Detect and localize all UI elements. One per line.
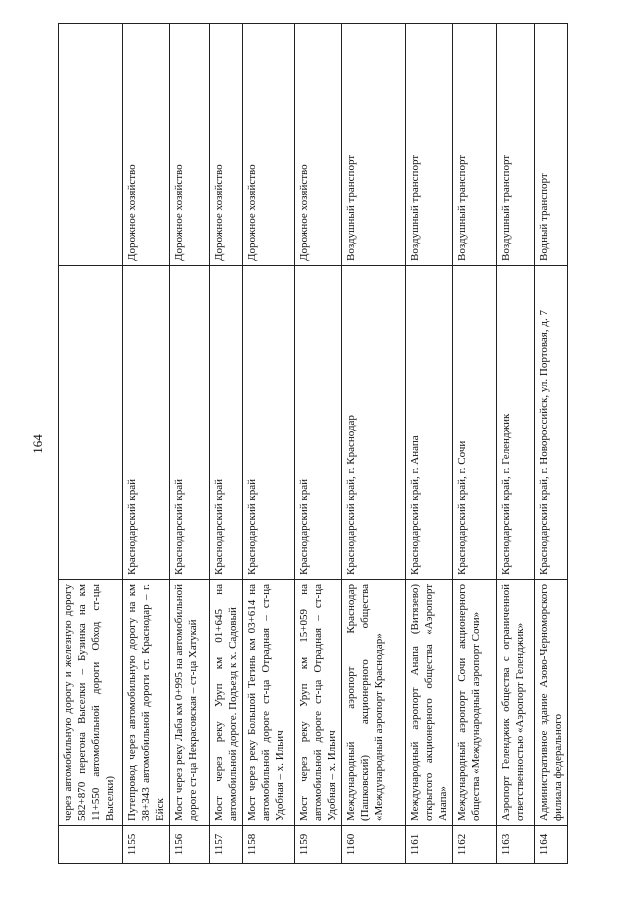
row-number-cell: 1156 — [170, 826, 210, 864]
location-cell: Краснодарский край, г. Анапа — [406, 266, 453, 580]
location-cell: Краснодарский край — [243, 266, 295, 580]
facilities-table — [58, 23, 568, 864]
sector-cell: Воздушный транспорт — [497, 24, 535, 266]
sector-cell: Дорожное хозяйство — [123, 24, 170, 266]
row-number-cell: 1162 — [453, 826, 497, 864]
sector-cell: Дорожное хозяйство — [170, 24, 210, 266]
row-number-cell: 1158 — [243, 826, 295, 864]
table-row — [497, 24, 535, 864]
object-description-cell: Мост через реку Уруп км 15+059 на автомобильной дороге ст-ца Отрадная – ст-ца Удобная – х. Ильич — [295, 580, 342, 826]
table-row — [342, 24, 406, 864]
table-row — [59, 24, 123, 864]
location-cell: Краснодарский край, г. Новороссийск, ул. Портовая, д. 7 — [535, 266, 568, 580]
location-cell — [59, 266, 123, 580]
table-row — [295, 24, 342, 864]
sector-cell: Воздушный транспорт — [406, 24, 453, 266]
object-description-cell: Мост через реку Лаба км 0+995 на автомобильной дороге ст-ца Некрасовская – ст-ца Хатукай — [170, 580, 210, 826]
row-number-cell: 1159 — [295, 826, 342, 864]
location-cell: Краснодарский край — [170, 266, 210, 580]
sector-cell: Воздушный транспорт — [453, 24, 497, 266]
rotated-table-block — [30, 24, 578, 864]
row-number-cell: 1163 — [497, 826, 535, 864]
object-description-cell: Международный аэропорт Анапа (Витязево) открытого акционерного общества «Аэропорт Анапа» — [406, 580, 453, 826]
location-cell: Краснодарский край, г. Краснодар — [342, 266, 406, 580]
location-cell: Краснодарский край — [210, 266, 243, 580]
table-row — [406, 24, 453, 864]
table-body — [59, 24, 568, 864]
table-row — [453, 24, 497, 864]
table-row — [535, 24, 568, 864]
location-cell: Краснодарский край, г. Геленджик — [497, 266, 535, 580]
sector-cell: Водный транспорт — [535, 24, 568, 266]
table-row — [243, 24, 295, 864]
row-number-cell: 1160 — [342, 826, 406, 864]
row-number-cell: 1164 — [535, 826, 568, 864]
sector-cell: Дорожное хозяйство — [243, 24, 295, 266]
object-description-cell: Мост через реку Большой Тегинь км 03+614 на автомобильной дороге ст-ца Отрадная – ст-ца Удобная – х. Ильич — [243, 580, 295, 826]
location-cell: Краснодарский край — [123, 266, 170, 580]
object-description-cell: Путепровод через автомобильную дорогу на км 38+343 автомобильной дороги ст. Краснодар – г. Ейск — [123, 580, 170, 826]
table-row — [210, 24, 243, 864]
table-row — [123, 24, 170, 864]
sector-cell: Воздушный транспорт — [342, 24, 406, 266]
object-description-cell: Административное здание Азово-Черноморского филиала федерального — [535, 580, 568, 826]
row-number-cell: 1161 — [406, 826, 453, 864]
row-number-cell — [59, 826, 123, 864]
page-number: 164 — [30, 434, 45, 454]
object-description-cell: через автомобильную дорогу и железную дорогу 582+870 перегона Выселки – Бузинка на км 11+550 автомобильной дороги Обход ст-цы Выселки) — [59, 580, 123, 826]
row-number-cell: 1155 — [123, 826, 170, 864]
sector-cell — [59, 24, 123, 266]
object-description-cell: Международный аэропорт Сочи акционерного общества «Международный аэропорт Сочи» — [453, 580, 497, 826]
object-description-cell: Аэропорт Геленджик общества с ограниченной ответственностью «Аэропорт Геленджик» — [497, 580, 535, 826]
location-cell: Краснодарский край — [295, 266, 342, 580]
object-description-cell: Международный аэропорт Краснодар (Пашковский) акционерного общества «Международный аэропорт Краснодар» — [342, 580, 406, 826]
table-row — [170, 24, 210, 864]
location-cell: Краснодарский край, г. Сочи — [453, 266, 497, 580]
object-description-cell: Мост через реку Уруп км 01+645 на автомобильной дороге. Подъезд к х. Садовый — [210, 580, 243, 826]
sector-cell: Дорожное хозяйство — [295, 24, 342, 266]
row-number-cell: 1157 — [210, 826, 243, 864]
sector-cell: Дорожное хозяйство — [210, 24, 243, 266]
